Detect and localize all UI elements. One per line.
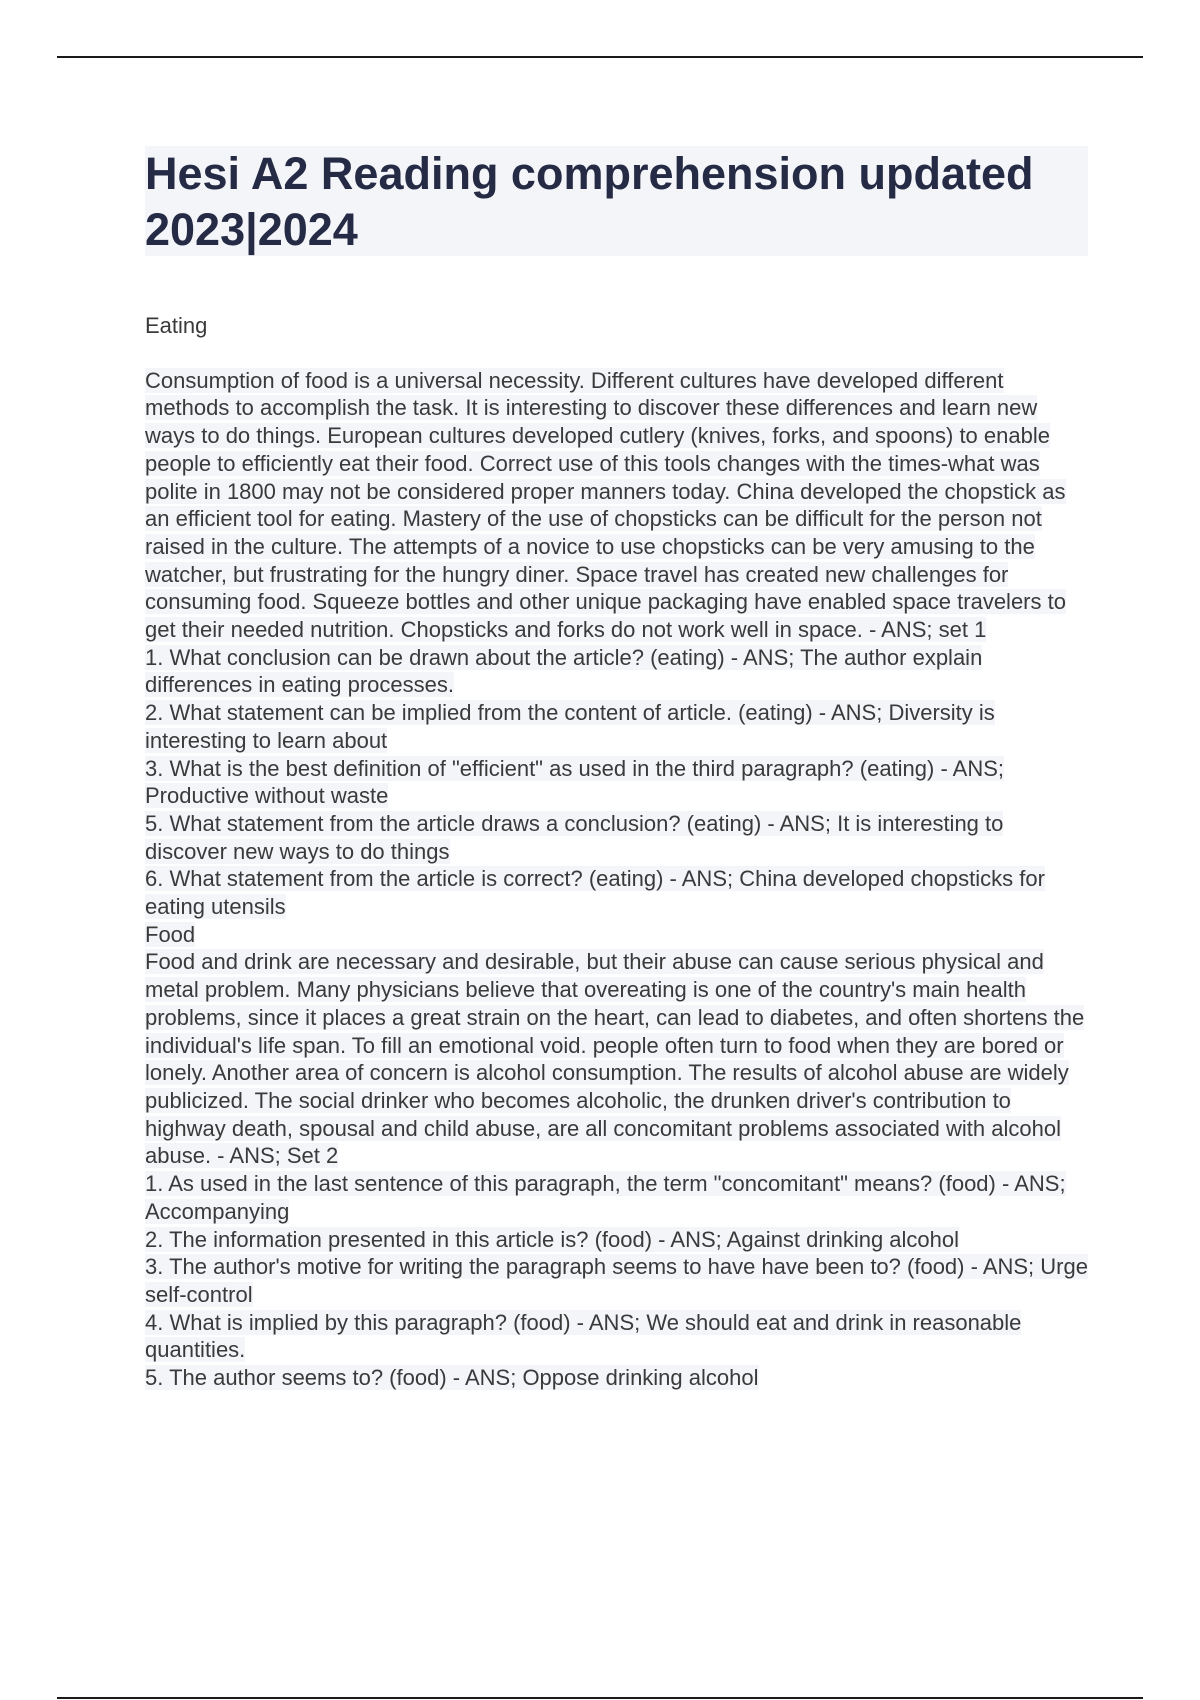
section-label-food: Food xyxy=(145,921,196,947)
title-block xyxy=(145,146,1088,256)
spacer xyxy=(145,340,1090,367)
question-item: 5. The author seems to? (food) - ANS; Oppose drinking alcohol xyxy=(145,1365,759,1391)
question-item: 5. What statement from the article draws a conclusion? (eating) - ANS; It is interesting to discover new ways to do things xyxy=(145,810,1004,864)
document-body xyxy=(145,312,1090,1392)
question-item: 1. As used in the last sentence of this paragraph, the term "concomitant" means? (food) - ANS; Accompanying xyxy=(145,1171,1066,1224)
question-item: 4. What is implied by this paragraph? (food) - ANS; We should eat and drink in reasonable quantities. xyxy=(145,1309,1022,1363)
question-item: 3. What is the best definition of "efficient" as used in the third paragraph? (eating) - ANS; Productive without waste xyxy=(145,755,1005,809)
question-item: 3. The author's motive for writing the paragraph seems to have have been to? (food) - ANS; Urge self-control xyxy=(145,1254,1088,1307)
question-item: 2. What statement can be implied from the content of article. (eating) - ANS; Diversity is interesting to learn about xyxy=(145,700,995,753)
question-item: 2. The information presented in this article is? (food) - ANS; Against drinking alcohol xyxy=(145,1226,960,1252)
section-label-eating: Eating xyxy=(145,313,208,338)
footer-rule xyxy=(57,1697,1143,1699)
passage-food: Food and drink are necessary and desirable, but their abuse can cause serious physical and metal problem. Many physicians believe that overeating is one of the country's main health problems, since it places a great strain on the heart, can lead to diabetes, and often shortens the individual's life span. To fill an emotional void. people often turn to food when they are bored or lonely. Another area of concern is alcohol consumption. The results of alcohol abuse are widely publicized. The social drinker who becomes alcoholic, the drunken driver's contribution to highway death, spousal and child abuse, are all concomitant problems associated with alcohol abuse. - ANS; Set 2 xyxy=(145,949,1085,1169)
question-item: 1. What conclusion can be drawn about the article? (eating) - ANS; The author explain differences in eating processes. xyxy=(145,644,983,698)
question-item: 6. What statement from the article is correct? (eating) - ANS; China developed chopsticks for eating utensils xyxy=(145,866,1045,920)
header-rule xyxy=(57,56,1143,58)
page-title: Hesi A2 Reading comprehension updated 2023|2024 xyxy=(145,148,1034,255)
passage-eating: Consumption of food is a universal necessity. Different cultures have developed different methods to accomplish the task. It is interesting to discover these differences and learn new ways to do things. European cultures developed cutlery (knives, forks, and spoons) to enable people to efficiently eat their food. Correct use of this tools changes with the times-what was polite in 1800 may not be considered proper manners today. China developed the chopstick as an efficient tool for eating. Mastery of the use of chopsticks can be difficult for the person not raised in the culture. The attempts of a novice to use chopsticks can be very amusing to the watcher, but frustrating for the hungry diner. Space travel has created new challenges for consuming food. Squeeze bottles and other unique packaging have enabled space travelers to get their needed nutrition. Chopsticks and forks do not work well in space. - ANS; set 1 xyxy=(145,367,1066,643)
